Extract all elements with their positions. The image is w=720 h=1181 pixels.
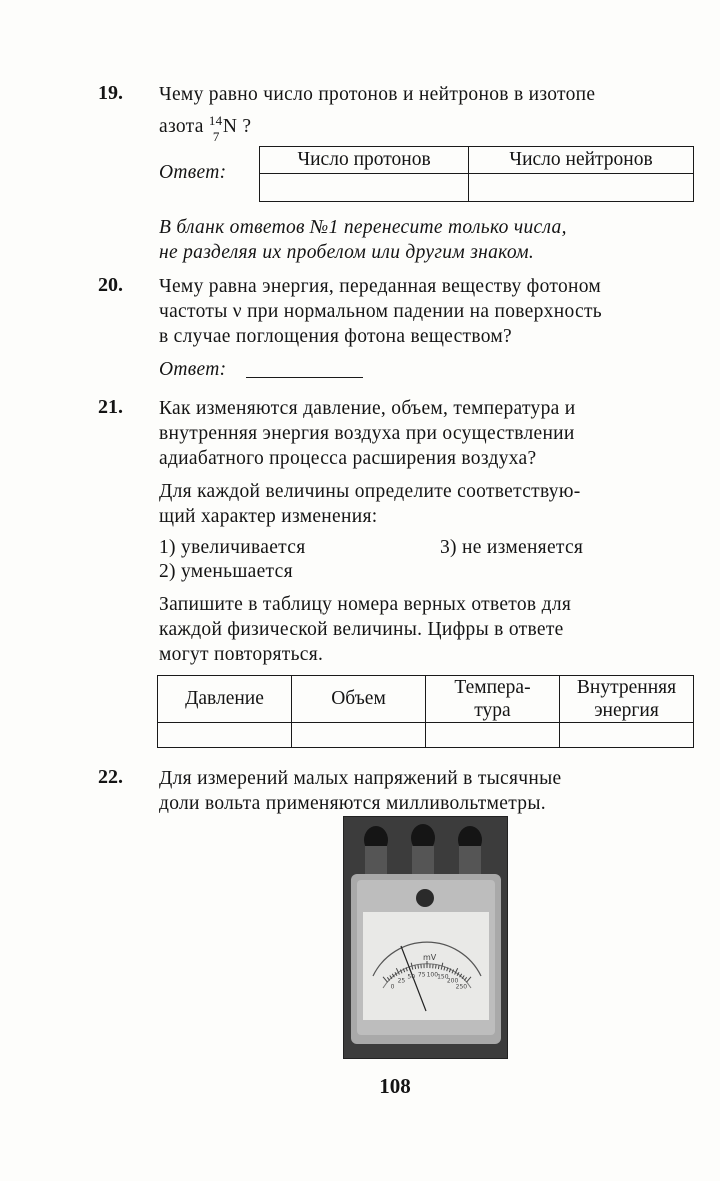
q19-line1: Чему равно число протонов и нейтронов в изотопе [159, 84, 596, 105]
q19-note-line1: В бланк ответов №1 перенесите только числа, [159, 217, 567, 238]
q20-line1: Чему равна энергия, переданная веществу фотоном [159, 276, 602, 297]
terminal-knobs [364, 824, 482, 874]
q19-neutrons-cell[interactable] [469, 174, 694, 202]
q19-answer-label: Ответ: [159, 162, 227, 183]
q20-line2: частоты ν при нормальном падении на поверхность [159, 301, 602, 322]
q20-answer-label: Ответ: [159, 359, 227, 380]
q19-number: 19. [98, 82, 123, 104]
scale-label: 25 [397, 977, 406, 985]
q21-line1: Как изменяются давление, объем, температура и [159, 398, 576, 419]
q22-line2: доли вольта применяются милливольтметры. [159, 793, 546, 814]
q19-answer-table [259, 146, 694, 202]
dial-tick [415, 965, 416, 969]
q19-protons-cell[interactable] [260, 174, 469, 202]
q19-col-neutrons: Число нейтронов [469, 147, 694, 174]
q21-volume-cell[interactable] [292, 723, 426, 748]
scale-label: 250 [455, 983, 468, 991]
q21-write-line3: могут повторяться. [159, 644, 324, 665]
q21-col-internal-energy: Внутренняя энергия [560, 676, 694, 723]
q22-number: 22. [98, 766, 123, 788]
q21-write-line1: Запишите в таблицу номера верных ответов для [159, 594, 572, 615]
q21-line3: адиабатного процесса расширения воздуха? [159, 448, 537, 469]
q22-line1: Для измерений малых напряжений в тысячные [159, 768, 562, 789]
q20-answer-line[interactable] [246, 377, 363, 378]
q20-number: 20. [98, 274, 123, 296]
dial-tick [436, 965, 437, 969]
q21-instr-line2: щий характер изменения: [159, 506, 378, 527]
q21-energy-cell[interactable] [560, 723, 694, 748]
scale-label: 75 [417, 971, 426, 979]
q19-col-protons: Число протонов [260, 147, 469, 174]
q21-number: 21. [98, 396, 123, 418]
q21-option-3: 3) не изменяется [440, 537, 584, 558]
q21-col-volume: Объем [292, 676, 426, 723]
q21-line2: внутренняя энергия воздуха при осуществлении [159, 423, 575, 444]
q21-pressure-cell[interactable] [158, 723, 292, 748]
meter-dial [363, 912, 489, 1020]
page-number: 108 [379, 1074, 411, 1098]
meter-unit: mV [423, 953, 437, 962]
q21-answer-table [157, 675, 694, 748]
scale-label: 200 [446, 977, 459, 985]
q21-instr-line1: Для каждой величины определите соответствую- [159, 481, 581, 502]
q21-col-temperature: Темпера- тура [426, 676, 560, 723]
scale-label: 0 [390, 983, 395, 991]
q19-line2: азота 14 7 N ? [159, 113, 252, 144]
millivoltmeter-photo [343, 816, 508, 1059]
dial-tick [418, 965, 419, 969]
q21-col-pressure: Давление [158, 676, 292, 723]
q19-note-line2: не разделяя их пробелом или другим знаком. [159, 242, 535, 263]
scale-label: 100 [426, 971, 439, 979]
scale-label: 50 [407, 973, 416, 981]
q21-write-line2: каждой физической величины. Цифры в ответе [159, 619, 564, 640]
scale-label: 150 [437, 973, 449, 981]
q21-option-2: 2) уменьшается [159, 561, 293, 582]
q21-temperature-cell[interactable] [426, 723, 560, 748]
dial-tick [438, 965, 439, 969]
isotope-notation: 14 7 [208, 113, 223, 144]
q21-option-1: 1) увеличивается [159, 537, 306, 558]
q20-line3: в случае поглощения фотона веществом? [159, 326, 513, 347]
zero-adjust-screw [416, 889, 434, 907]
